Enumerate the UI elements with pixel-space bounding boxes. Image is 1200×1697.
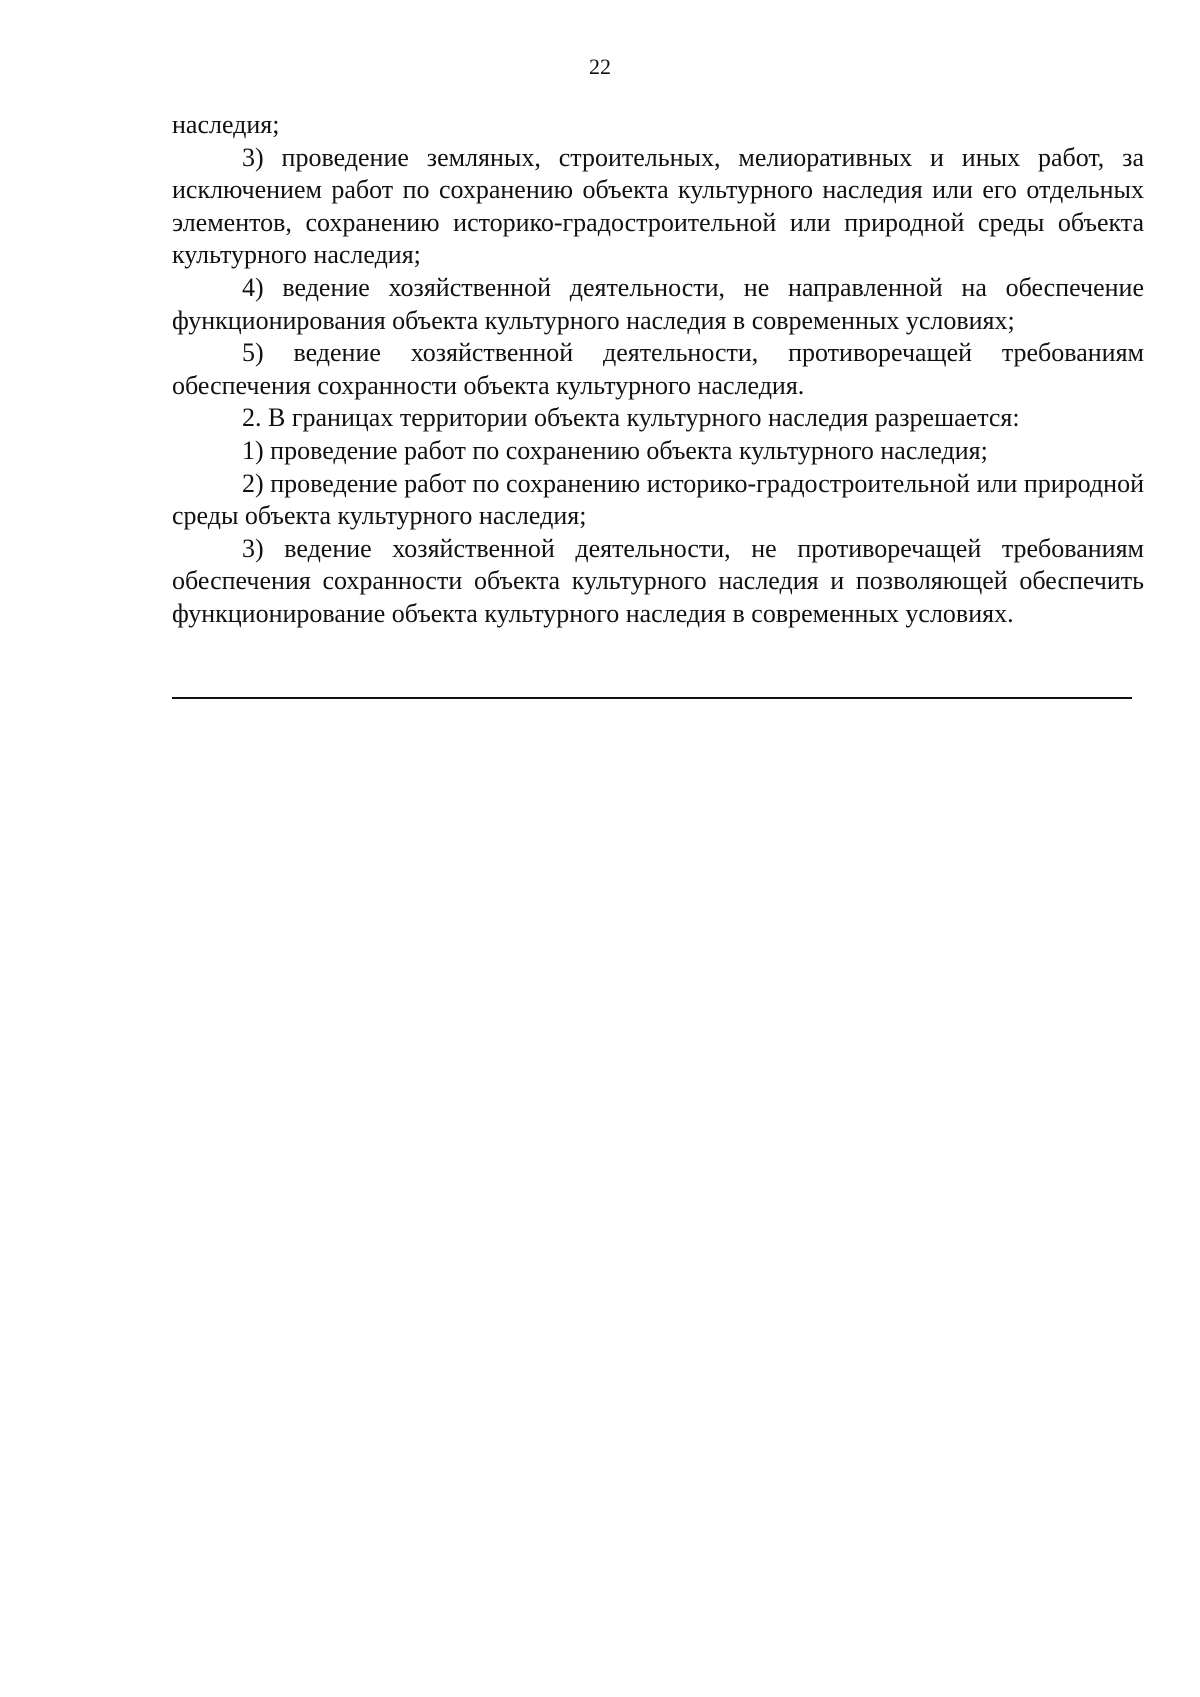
- paragraph-permitted-item-1: 1) проведение работ по сохранению объекта культурного наследия;: [242, 435, 988, 465]
- paragraph-permitted-item-3: 3) ведение хозяйственной деятельности, не противоречащей требованиям обеспечения сохранности объекта культурного наследия и позволяющей обеспечить функционирование объекта культурного наследия в современных условиях.: [172, 533, 1144, 628]
- paragraph-prohibited-item-5: 5) ведение хозяйственной деятельности, противоречащей требованиям обеспечения сохранности объекта культурного наследия.: [172, 338, 1144, 400]
- paragraph-prohibited-item-4: 4) ведение хозяйственной деятельности, не направленной на обеспечение функционирования объекта культурного наследия в современных условиях;: [172, 272, 1144, 335]
- document-body: [172, 109, 1144, 631]
- paragraph-permitted-heading: 2. В границах территории объекта культурного наследия разрешается:: [242, 403, 1020, 433]
- end-of-text-rule: [172, 697, 1132, 699]
- page-number: 22: [589, 54, 611, 79]
- paragraph-permitted-item-2: 2) проведение работ по сохранению историко-градостроительной или природной среды объекта культурного наследия;: [172, 468, 1144, 531]
- paragraph-continuation: наследия;: [172, 110, 280, 139]
- paragraph-prohibited-item-3: 3) проведение земляных, строительных, мелиоративных и иных работ, за исключением работ по сохранению объекта культурного наследия или его отдельных элементов, сохранению историко-градостроительной или природной среды объекта культурного наследия;: [172, 142, 1144, 270]
